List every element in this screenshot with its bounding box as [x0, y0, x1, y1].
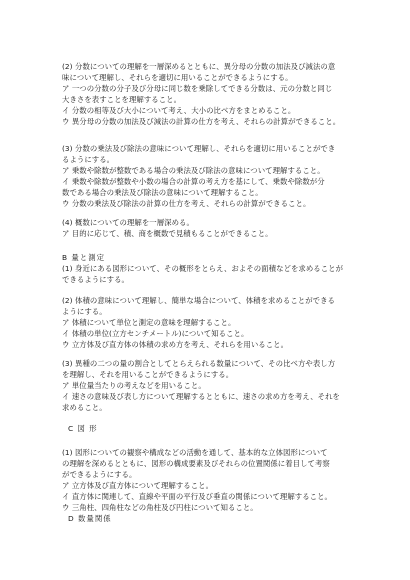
line: ア 乗数や除数が整数である場合の乗法及び除法の意味について理解すること。: [62, 166, 325, 175]
line: ア 一つの分数の分子及び分母に同じ数を乗除してできる分数は、元の分数と同じ: [62, 84, 333, 93]
line: ア 体積について単位と測定の意味を理解すること。: [62, 318, 236, 327]
line: ウ 分数の乗法及び除法の計算の仕方を考え、それらの計算ができること。: [62, 199, 311, 208]
line: を理解し、それを用いることができるようにする。: [62, 370, 234, 379]
line-3-fraction-multiplication: (3) 分数の乗法及び除法の意味について理解し、それらを適切に用いることができ: [62, 144, 336, 153]
line-2-volume: (2) 体積の意味について理解し、簡単な場合について、体積を求めることができる: [62, 296, 335, 305]
line: できるようにする。: [62, 275, 129, 284]
line: 大きさを表すことを理解すること。: [62, 95, 182, 104]
section-heading-d: D 数量関係: [68, 514, 112, 523]
line: イ 乗数や除数が整数や小数の場合の計算の考え方を基にして、乗数や除数が分: [62, 177, 325, 186]
line: ようにする。: [62, 307, 107, 316]
line: ができるようにする。: [62, 470, 137, 479]
line-2-fractions: (2) 分数についての理解を一層深めるとともに、異分母の分数の加法及び減法の意: [62, 62, 336, 71]
line: の理解を深めるとともに、図形の構成要素及びそれらの位置関係に着目して考察: [62, 459, 330, 468]
line: ウ 三角柱、四角柱などの角柱及び円柱について知ること。: [62, 503, 258, 512]
line: ウ 立方体及び直方体の体積の求め方を考え、それらを用いること。: [62, 340, 289, 349]
line: 求めること。: [62, 403, 107, 412]
line: ア 立方体及び直方体について理解すること。: [62, 481, 214, 490]
section-heading-c: C 図 形: [68, 424, 98, 433]
line-3-per-unit: (3) 異種の二つの量の割合としてとらえられる数量について、その比べ方や表し方: [62, 359, 336, 368]
line: ア 目的に応じて、積、商を概数で見積もることができること。: [62, 229, 273, 238]
line: イ 分数の相等及び大小について考え、大小の比べ方をまとめること。: [62, 106, 296, 115]
line: 数である場合の乗法及び除法の意味について理解すること。: [62, 188, 263, 197]
line-1-area: (1) 身近にある図形について、その概形をとらえ、およその面積などを求めることが: [62, 264, 344, 273]
line: ア 単位量当たりの考えなどを用いること。: [62, 381, 206, 390]
line: るようにする。: [62, 155, 115, 164]
line-4-approximation: (4) 概数についての理解を一層深める。: [62, 218, 194, 227]
line: イ 体積の単位(立方センチメートル)について知ること。: [62, 329, 249, 338]
line: 味について理解し、それらを適切に用いることができるようにする。: [62, 73, 293, 82]
line: ウ 異分母の分数の加法及び減法の計算の仕方を考え、それらの計算ができること。: [62, 117, 341, 126]
line: イ 直方体に関連して、直線や平面の平行及び垂直の関係について理解すること。: [62, 492, 332, 501]
line: イ 速さの意味及び表し方について理解するとともに、速さの求め方を考え、それを: [62, 392, 341, 401]
section-heading-b: B 量と測定: [62, 253, 105, 262]
line-1-figures: (1) 図形についての観察や構成などの活動を通して、基本的な立体図形について: [62, 448, 328, 457]
